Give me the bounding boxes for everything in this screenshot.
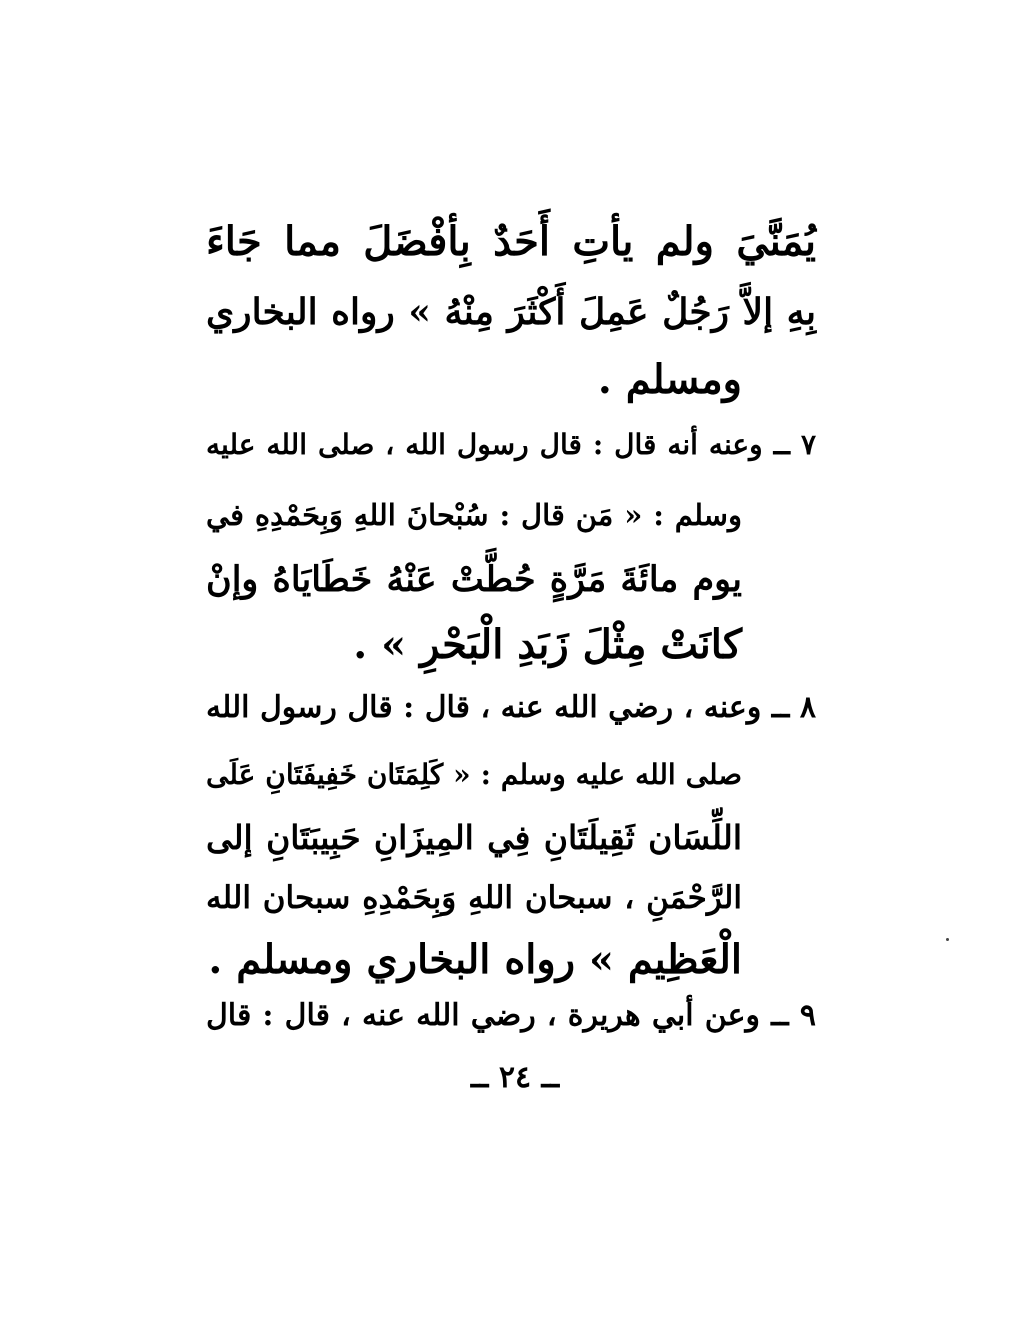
text-line-5: وسلم : « مَن قال : سُبْحانَ اللهِ وَبِحَمْدِهِ في	[206, 498, 742, 532]
scan-speck	[946, 938, 949, 941]
text-line-10: اللِّسَان ثَقِيلَتَانِ فِي المِيزَانِ حَبِيبَتَانِ إلى	[206, 818, 742, 857]
hadith-9-first-line: ٩ ــ وعن أبي هريرة ، رضي الله عنه ، قال : قال	[206, 998, 816, 1033]
page-number: ــ ٢٤ ــ	[470, 1060, 560, 1095]
text-line-9: صلى الله عليه وسلم : « كَلِمَتَان خَفِيفَتَانِ عَلَى	[206, 758, 742, 791]
hadith-8-first-line: ٨ ــ وعنه ، رضي الله عنه ، قال : قال رسول الله	[206, 690, 816, 725]
text-line-3: ومسلم .	[597, 356, 742, 403]
text-line-2: بِهِ إلاَّ رَجُلٌ عَمِلَ أَكْثَرَ مِنْهُ » رواه البخاري	[206, 291, 816, 333]
text-line-1: يُمَنَّيَ ولم يأتِ أَحَدٌ بِأفْضَلَ مما جَاءَ	[206, 218, 816, 265]
text-line-7: كانَتْ مِثْلَ زَبَدِ الْبَحْرِ » .	[353, 621, 742, 668]
text-line-6: يوم مائَةَ مَرَّةٍ حُطَّتْ عَنْهُ خَطَايَاهُ وإنْ	[206, 559, 742, 600]
text-line-12: الْعَظِيم » رواه البخاري ومسلم .	[208, 936, 742, 983]
hadith-7-first-line: ٧ ــ وعنه أنه قال : قال رسول الله ، صلى الله عليه	[206, 428, 816, 461]
text-line-11: الرَّحْمَنِ ، سبحان اللهِ وَبِحَمْدِهِ سبحان الله	[206, 880, 742, 916]
